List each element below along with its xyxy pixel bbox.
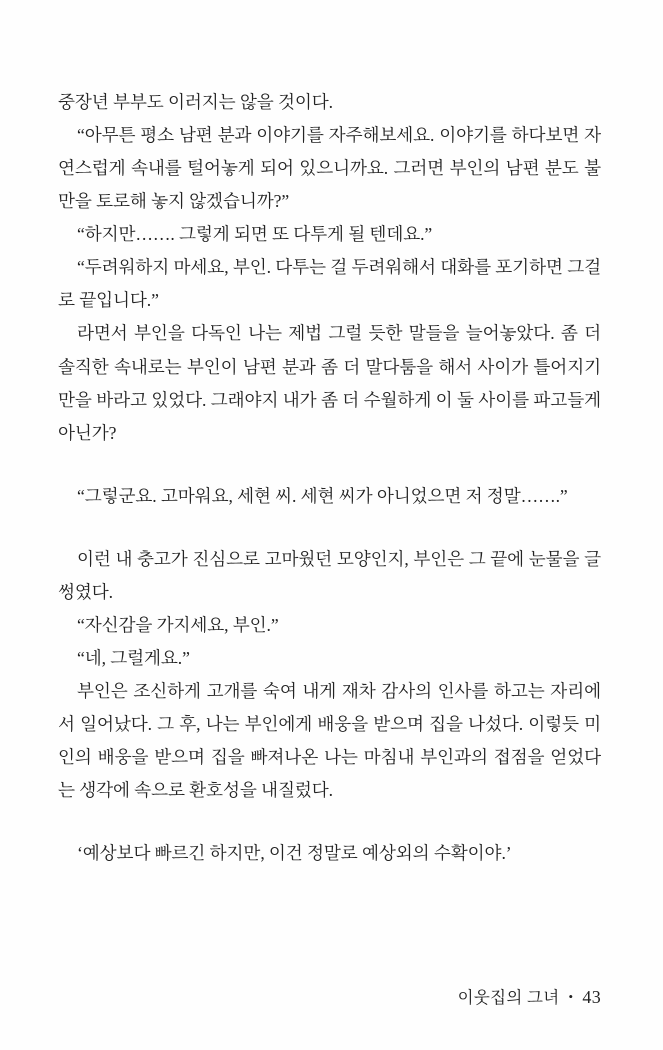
page-footer bbox=[458, 984, 601, 1008]
paragraph: “두려워하지 마세요, 부인. 다투는 걸 두려워해서 대화를 포기하면 그걸로 끝입니다.” bbox=[58, 257, 601, 311]
page-body bbox=[58, 86, 601, 870]
paragraph: “자신감을 가지세요, 부인.” bbox=[77, 614, 279, 635]
paragraph: “아무튼 평소 남편 분과 이야기를 자주해보세요. 이야기를 하다보면 자연스럽게 속내를 털어놓게 되어 있으니까요. 그러면 부인의 남편 분도 불만을 토로해 놓지 않겠습니까?” bbox=[58, 125, 601, 212]
footer-book-title: 이웃집의 그녀 bbox=[457, 988, 560, 1007]
paragraph: 이런 내 충고가 진심으로 고마웠던 모양인지, 부인은 그 끝에 눈물을 글썽였다. bbox=[58, 548, 601, 602]
paragraph: “그렇군요. 고마워요, 세현 씨. 세현 씨가 아니었으면 저 정말…….” bbox=[77, 485, 568, 506]
paragraph: 라면서 부인을 다독인 나는 제법 그럴 듯한 말들을 늘어놓았다. 좀 더 솔직한 속내로는 부인이 남편 분과 좀 더 말다툼을 해서 사이가 틀어지기만을 바라고 있었다. 그래야지 내가 좀 더 수월하게 이 둘 사이를 파고들게 아닌가? bbox=[58, 323, 601, 443]
paragraph-break bbox=[58, 450, 601, 480]
paragraph-break bbox=[58, 513, 601, 543]
paragraph: ‘예상보다 빠르긴 하지만, 이건 정말로 예상외의 수확이야.’ bbox=[77, 843, 512, 864]
paragraph: 부인은 조신하게 고개를 숙여 내게 재차 감사의 인사를 하고는 자리에서 일어났다. 그 후, 나는 부인에게 배웅을 받으며 집을 나섰다. 이렇듯 미인의 배웅을 받으며 집을 빠져나온 나는 마침내 부인과의 접점을 얻었다는 생각에 속으로 환호성을 내질렀다. bbox=[58, 681, 601, 801]
page-number: 43 bbox=[582, 987, 601, 1007]
paragraph: “네, 그럴게요.” bbox=[77, 647, 190, 668]
paragraph: “하지만……. 그렇게 되면 또 다투게 될 텐데요.” bbox=[77, 224, 433, 245]
footer-separator: • bbox=[568, 989, 574, 1004]
paragraph-break bbox=[58, 807, 601, 837]
paragraph: 중장년 부부도 이러지는 않을 것이다. bbox=[58, 92, 333, 112]
